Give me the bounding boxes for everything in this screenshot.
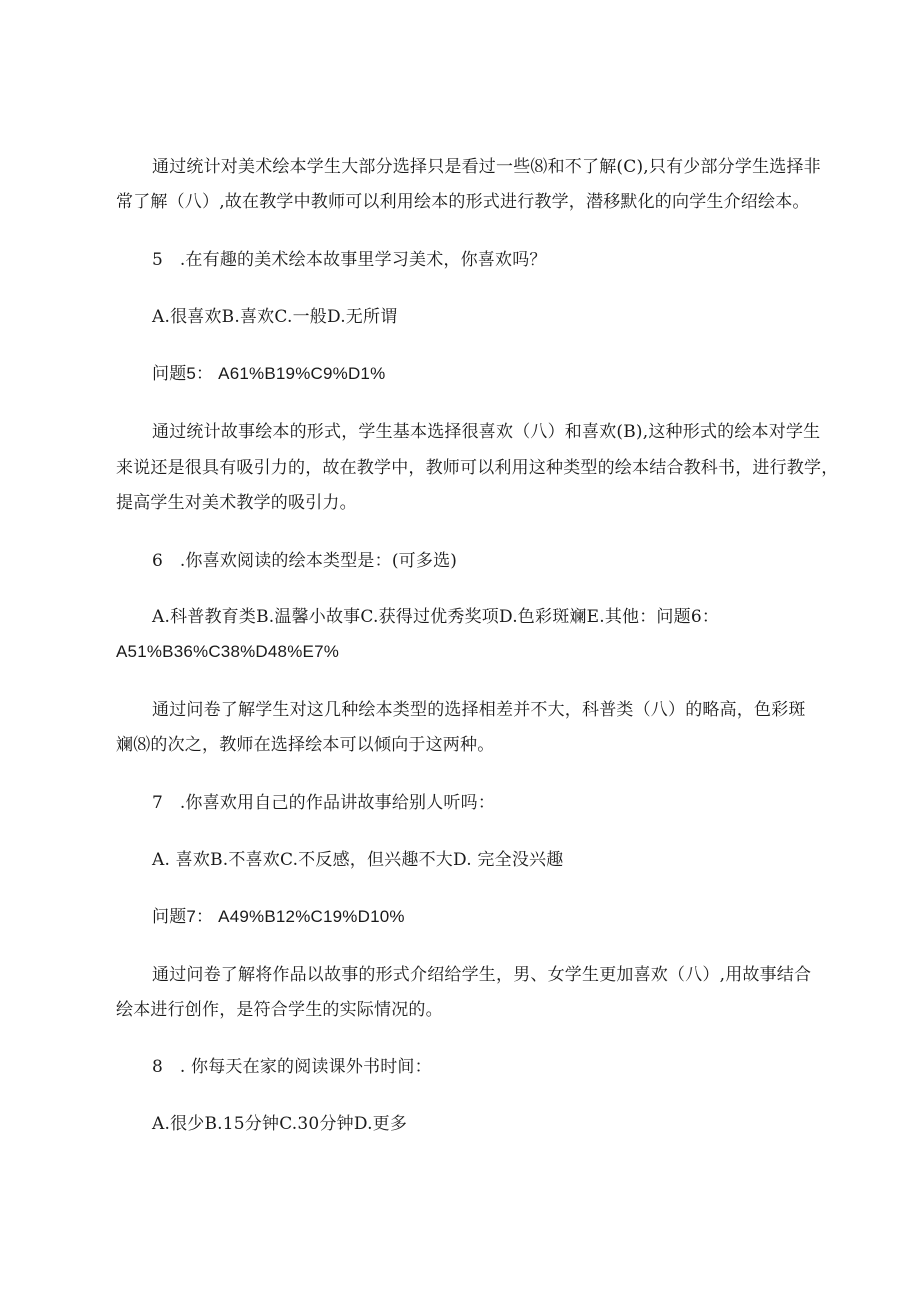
paragraph-4-line-2: 绘本进行创作，是符合学生的实际情况的。 bbox=[116, 1000, 443, 1020]
question-6-result: A51%B36%C38%D48%E7% bbox=[116, 642, 340, 661]
question-7-text: 7 .你喜欢用自己的作品讲故事给别人听吗： bbox=[152, 793, 496, 813]
question-8-text: 8 . 你每天在家的阅读课外书时间： bbox=[152, 1057, 432, 1077]
paragraph-2-line-3: 提高学生对美术教学的吸引力。 bbox=[116, 493, 357, 513]
question-8-options: A.很少B.15分钟C.30分钟D.更多 bbox=[152, 1114, 408, 1134]
question-7-result: 问题7： A49%B12%C19%D10% bbox=[152, 907, 405, 926]
question-5-result: 问题5： A61%B19%C9%D1% bbox=[152, 364, 386, 383]
question-6-options: A.科普教育类B.温馨小故事C.获得过优秀奖项D.色彩斑斓E.其他：问题6： bbox=[152, 607, 720, 627]
question-6-text: 6 .你喜欢阅读的绘本类型是：(可多选) bbox=[152, 551, 458, 571]
paragraph-2-line-2: 来说还是很具有吸引力的，故在教学中，教师可以利用这种类型的绘本结合教科书，进行教学， bbox=[116, 458, 839, 478]
question-5-text: 5 .在有趣的美术绘本故事里学习美术，你喜欢吗？ bbox=[152, 250, 547, 270]
paragraph-1-line-2: 常了解（八）,故在教学中教师可以利用绘本的形式进行教学，潜移默化的向学生介绍绘本。 bbox=[116, 192, 810, 212]
question-5-options: A.很喜欢B.喜欢C.一般D.无所谓 bbox=[152, 307, 398, 327]
paragraph-1-line-1: 通过统计对美术绘本学生大部分选择只是看过一些⑻和不了解(C),只有少部分学生选择非 bbox=[152, 157, 821, 177]
question-7-options: A. 喜欢B.不喜欢C.不反感，但兴趣不大D. 完全没兴趣 bbox=[152, 850, 564, 870]
paragraph-3-line-2: 斓⑻的次之，教师在选择绘本可以倾向于这两种。 bbox=[116, 735, 495, 755]
paragraph-3-line-1: 通过问卷了解学生对这几种绘本类型的选择相差并不大，科普类（八）的略高，色彩斑 bbox=[152, 700, 806, 720]
paragraph-2-line-1: 通过统计故事绘本的形式，学生基本选择很喜欢（八）和喜欢(B),这种形式的绘本对学生 bbox=[152, 422, 821, 442]
paragraph-4-line-1: 通过问卷了解将作品以故事的形式介绍给学生，男、女学生更加喜欢（八）,用故事结合 bbox=[152, 965, 812, 985]
